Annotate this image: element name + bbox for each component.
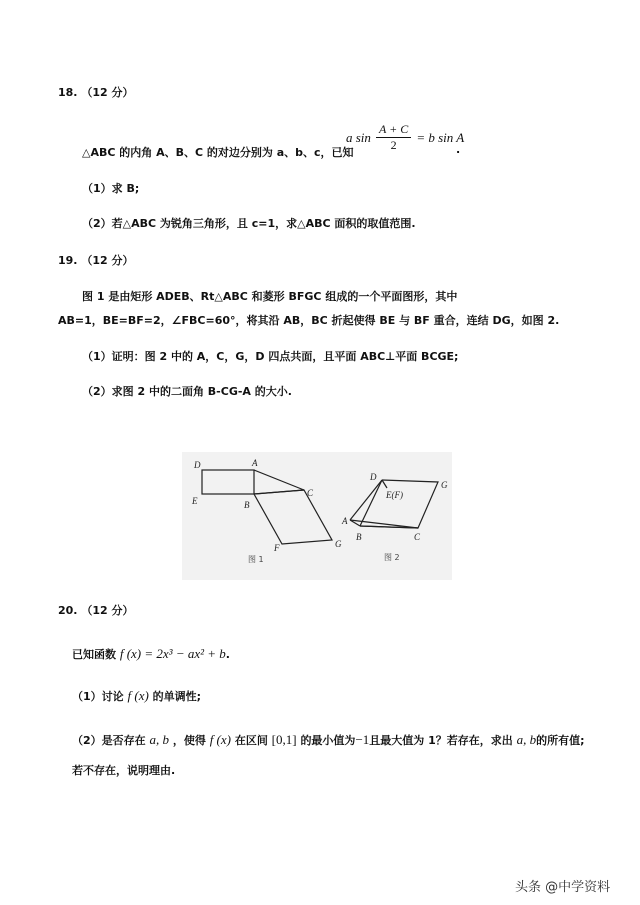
q18-eq-denominator: 2: [390, 138, 397, 152]
fig1-label-f: F: [274, 543, 280, 553]
q18-eq-end: .: [456, 143, 461, 156]
q20-part2-interval: [0,1]: [271, 732, 297, 747]
q18-part2: （2）若△ABC 为锐角三角形，且 c=1，求△ABC 面积的取值范围.: [82, 217, 416, 230]
q20-part1-prefix: （1）讨论: [72, 690, 124, 703]
q18-stem-prefix: △ABC 的内角 A、B、C 的对边分别为 a、b、c，已知: [82, 146, 354, 159]
figure-2: [350, 480, 438, 528]
q20-part1-func: f (x): [127, 688, 149, 703]
q19-figure: [182, 452, 452, 580]
q20-part2-line2: 若不存在，说明理由.: [72, 764, 176, 777]
rhombus-bfgc: [254, 490, 332, 544]
fig2-label-a: A: [342, 516, 348, 526]
q20-header: [58, 602, 133, 618]
q20-part2-f: 的所有值;: [536, 734, 585, 747]
fig2-caption: 图 2: [384, 553, 400, 562]
q19-part1: （1）证明：图 2 中的 A，C，G，D 四点共面，且平面 ABC⊥平面 BCGE;: [82, 350, 459, 363]
fig1-label-g: G: [335, 539, 342, 549]
q18-eq-rhs: = b sin A: [416, 130, 465, 145]
fig2-label-g: G: [441, 480, 448, 490]
q20-stem-end: .: [225, 648, 230, 661]
rectangle-adeb: [202, 470, 254, 494]
q19-line1: 图 1 是由矩形 ADEB、Rt△ABC 和菱形 BFGC 组成的一个平面图形，其中: [82, 290, 458, 303]
fig2-label-d: D: [370, 472, 377, 482]
q18-eq-numerator: A + C: [376, 122, 411, 138]
q18-eq-lhs: a sin: [346, 130, 371, 145]
q20-score: （12 分）: [81, 604, 134, 617]
q19-part2: （2）求图 2 中的二面角 B-CG-A 的大小.: [82, 385, 292, 398]
q18-stem: [82, 144, 354, 160]
q19-figure-svg: [182, 452, 452, 580]
q18-score: （12 分）: [81, 86, 134, 99]
q20-part2-fx: f (x): [209, 732, 231, 747]
q19-number: 19.: [58, 254, 78, 267]
q19-header: [58, 252, 133, 268]
figure-1: [202, 470, 332, 544]
rhombus-face: [360, 480, 438, 528]
fig2-label-ef: E(F): [386, 490, 403, 500]
edge-d-e: [382, 480, 387, 488]
q20-part2: [72, 732, 585, 748]
q20-stem-prefix: 已知函数: [72, 648, 116, 661]
q20-part2-d: 的最小值为: [300, 734, 356, 747]
q20-part2-ab2: a, b: [516, 732, 537, 747]
fig1-caption: 图 1: [248, 555, 264, 564]
fig2-label-b: B: [356, 532, 362, 542]
q18-header: [58, 84, 133, 100]
fig1-label-e: E: [192, 496, 198, 506]
q18-equation: [346, 122, 464, 153]
q20-part2-e: 且最大值为 1？若存在，求出: [369, 734, 513, 747]
fig2-label-c: C: [414, 532, 421, 542]
q19-score: （12 分）: [81, 254, 134, 267]
fig1-label-d: D: [194, 460, 201, 470]
q20-part2-a: （2）是否存在: [72, 734, 146, 747]
q20-part1-suffix: 的单调性;: [152, 690, 202, 703]
q20-part1: [72, 688, 201, 704]
q20-function: f (x) = 2x³ − ax² + b: [119, 646, 226, 661]
fig1-label-c: C: [307, 488, 314, 498]
q20-stem: [72, 646, 230, 662]
q20-part2-min: −1: [355, 732, 370, 747]
q18-number: 18.: [58, 86, 78, 99]
q20-part2-c: 在区间: [234, 734, 268, 747]
q20-part2-ab: a, b: [149, 732, 169, 747]
q18-eq-fraction: [376, 122, 411, 153]
watermark: 头条 @中学资料: [515, 880, 611, 895]
fig1-label-a: A: [252, 458, 258, 468]
q20-part2-b: ，使得: [172, 734, 206, 747]
fig1-label-b: B: [244, 500, 250, 510]
q20-number: 20.: [58, 604, 78, 617]
q18-part1: （1）求 B;: [82, 182, 140, 195]
q19-line2: AB=1，BE=BF=2，∠FBC=60°，将其沿 AB，BC 折起使得 BE 与 BF 重合，连结 DG，如图 2.: [58, 314, 560, 327]
